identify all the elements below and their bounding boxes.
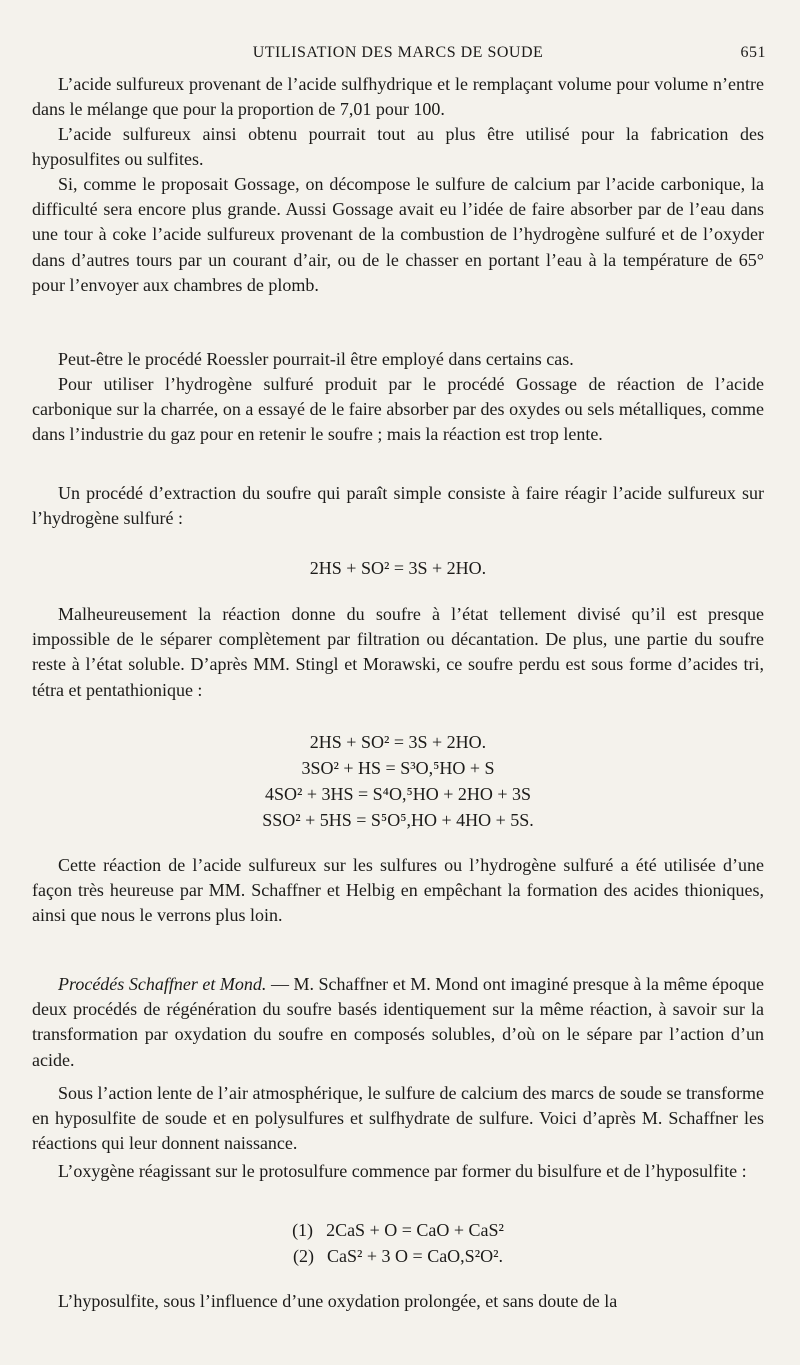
- paragraph-10: Sous l’action lente de l’air atmosphérique, le sulfure de calcium des marcs de soude se transforme en hyposulfite de soude et en polysulfures et sulfhydrate de sulfure. Voici d’après M. Schaffner les réactions qui leur donnent naissance.: [32, 1083, 764, 1154]
- equation-b2: 3SO² + HS = S³O,⁵HO + S: [301, 758, 495, 778]
- equation-c2-formula: CaS² + 3 O = CaO,S²O².: [326, 1246, 503, 1266]
- equation-b3: 4SO² + 3HS = S⁴O,⁵HO + 2HO + 3S: [264, 784, 532, 804]
- paragraph-12: L’hyposulfite, sous l’influence d’une oxydation prolongée, et sans doute de la: [58, 1291, 618, 1311]
- paragraph-6: Un procédé d’extraction du soufre qui paraît simple consiste à faire réagir l’acide sulfureux sur l’hydrogène sulfuré :: [32, 483, 764, 529]
- equation-c1: [32, 1218, 764, 1243]
- equation-c1-formula: 2CaS + O = CaO + CaS²: [326, 1220, 504, 1240]
- equation-a: 2HS + SO² = 3S + 2HO.: [309, 558, 487, 578]
- page-number: 651: [740, 44, 766, 61]
- section-title: Procédés Schaffner et Mond.: [58, 974, 267, 994]
- equation-b1: 2HS + SO² = 3S + 2HO.: [309, 732, 487, 752]
- equation-c2: [32, 1244, 764, 1269]
- equation-number-1: (1): [292, 1220, 314, 1240]
- equation-number-2: (2): [292, 1246, 314, 1266]
- running-header: [30, 44, 766, 66]
- paragraph-5: Pour utiliser l’hydrogène sulfuré produit par le procédé Gossage de réaction de l’acide carbonique sur la charrée, on a essayé de le faire absorber par des oxydes ou sels métalliques, comme dans l’industrie du gaz pour en retenir le soufre ; mais la réaction est trop lente.: [32, 374, 764, 445]
- paragraph-7: Malheureusement la réaction donne du soufre à l’état tellement divisé qu’il est presque impossible de le séparer complètement par filtration ou décantation. De plus, une partie du soufre reste à l’état soluble. D’après MM. Stingl et Morawski, ce soufre perdu est sous forme d’acides tri, tétra et pentathionique :: [32, 604, 764, 700]
- running-title: UTILISATION DES MARCS DE SOUDE: [252, 44, 544, 61]
- paragraph-4: Peut-être le procédé Roessler pourrait-il être employé dans certains cas.: [58, 349, 574, 369]
- paragraph-2: L’acide sulfureux ainsi obtenu pourrait tout au plus être utilisé pour la fabrication des hyposulfites ou sulfites.: [32, 124, 764, 170]
- paragraph-9-text: — M. Schaffner et M. Mond ont imaginé presque à la même époque deux procédés de régénération du soufre basés identiquement sur la même réaction, à savoir sur la transformation par oxydation du soufre en composés solubles, d’où on le sépare par l’action d’un acide.: [32, 974, 764, 1070]
- equation-b4: SSO² + 5HS = S⁵O⁵,HO + 4HO + 5S.: [262, 810, 534, 830]
- paragraph-1: L’acide sulfureux provenant de l’acide sulfhydrique et le remplaçant volume pour volume n’entre dans le mélange que pour la proportion de 7,01 pour 100.: [32, 74, 764, 120]
- paragraph-8: Cette réaction de l’acide sulfureux sur les sulfures ou l’hydrogène sulfuré a été utilisée d’une façon très heureuse par MM. Schaffner et Helbig en empêchant la formation des acides thioniques, ainsi que nous le verrons plus loin.: [32, 855, 764, 926]
- paragraph-9: [32, 972, 764, 1073]
- paragraph-11: L’oxygène réagissant sur le protosulfure commence par former du bisulfure et de l’hyposulfite :: [58, 1161, 747, 1181]
- paragraph-3: Si, comme le proposait Gossage, on décompose le sulfure de calcium par l’acide carbonique, la difficulté sera encore plus grande. Aussi Gossage avait eu l’idée de faire absorber par de l’eau dans une tour à coke l’acide sulfureux provenant de la combustion de l’hydrogène sulfuré et de l’oxyder dans d’autres tours par un courant d’air, ou de le chasser en portant l’eau à la température de 65° pour l’envoyer aux chambres de plomb.: [32, 174, 764, 295]
